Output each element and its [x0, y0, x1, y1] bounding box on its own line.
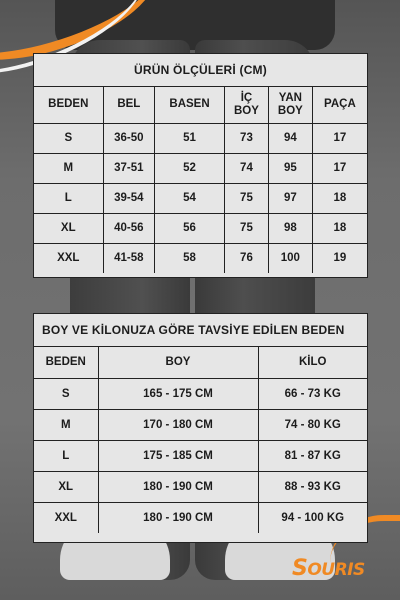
logo-initial: S — [292, 556, 308, 581]
size-table-cell: 100 — [268, 243, 312, 273]
size-table-header-cell: PAÇA — [312, 87, 367, 123]
size-table-cell: L — [34, 183, 103, 213]
fit-table-row — [34, 440, 367, 471]
size-table-row — [34, 243, 367, 273]
size-table-header-cell: İÇ BOY — [225, 87, 269, 123]
fit-table-cell: XXL — [34, 502, 98, 533]
fit-table-header-cell: BOY — [98, 347, 258, 378]
size-table-cell: XL — [34, 213, 103, 243]
souris-logo — [292, 556, 365, 581]
size-table-row — [34, 213, 367, 243]
size-table-cell: XXL — [34, 243, 103, 273]
fit-table-header-row — [34, 347, 367, 378]
fit-table-row — [34, 378, 367, 409]
size-table-cell: 18 — [312, 213, 367, 243]
fit-table-cell: 81 - 87 KG — [258, 440, 367, 471]
size-table-title: ÜRÜN ÖLÇÜLERİ (CM) — [34, 54, 367, 87]
fit-table-row — [34, 502, 367, 533]
recommended-size-table — [34, 347, 367, 533]
fit-table-cell: S — [34, 378, 98, 409]
size-table-cell: 97 — [268, 183, 312, 213]
fit-table-cell: XL — [34, 471, 98, 502]
size-table-cell: 51 — [155, 123, 225, 153]
size-table-cell: 74 — [225, 153, 269, 183]
size-table-cell: M — [34, 153, 103, 183]
size-table-cell: 75 — [225, 183, 269, 213]
size-table-cell: 36-50 — [103, 123, 155, 153]
size-table-cell: S — [34, 123, 103, 153]
size-table-cell: 19 — [312, 243, 367, 273]
fit-table-cell: 165 - 175 CM — [98, 378, 258, 409]
size-table-row — [34, 183, 367, 213]
fit-table-cell: 170 - 180 CM — [98, 409, 258, 440]
size-measurements-panel — [33, 53, 368, 278]
size-table-cell: 41-58 — [103, 243, 155, 273]
fit-table-cell: 175 - 185 CM — [98, 440, 258, 471]
fit-table-cell: 74 - 80 KG — [258, 409, 367, 440]
size-table-header-row — [34, 87, 367, 123]
fit-table-row — [34, 471, 367, 502]
fit-table-cell: M — [34, 409, 98, 440]
size-table-cell: 40-56 — [103, 213, 155, 243]
size-table-cell: 56 — [155, 213, 225, 243]
fit-table-cell: 94 - 100 KG — [258, 502, 367, 533]
fit-table-cell: 88 - 93 KG — [258, 471, 367, 502]
size-table-row — [34, 123, 367, 153]
size-table-row — [34, 153, 367, 183]
fit-table-header-cell: KİLO — [258, 347, 367, 378]
size-table-cell: 73 — [225, 123, 269, 153]
size-table-cell: 98 — [268, 213, 312, 243]
size-table-cell: 18 — [312, 183, 367, 213]
size-table-header-cell: BEL — [103, 87, 155, 123]
size-table-cell: 39-54 — [103, 183, 155, 213]
fit-table-cell: 66 - 73 KG — [258, 378, 367, 409]
size-table-header-cell: BEDEN — [34, 87, 103, 123]
logo-rest: OURIS — [307, 560, 365, 580]
size-table-cell: 37-51 — [103, 153, 155, 183]
fit-table-cell: 180 - 190 CM — [98, 471, 258, 502]
fit-table-title: BOY VE KİLONUZA GÖRE TAVSİYE EDİLEN BEDEN — [34, 314, 367, 347]
size-table-cell: 76 — [225, 243, 269, 273]
size-table-cell: 52 — [155, 153, 225, 183]
size-table-cell: 94 — [268, 123, 312, 153]
size-table-cell: 75 — [225, 213, 269, 243]
size-table-cell: 95 — [268, 153, 312, 183]
size-table-cell: 17 — [312, 153, 367, 183]
size-table-cell: 54 — [155, 183, 225, 213]
size-table-cell: 58 — [155, 243, 225, 273]
recommended-size-panel — [33, 313, 368, 543]
size-table-cell: 17 — [312, 123, 367, 153]
fit-table-header-cell: BEDEN — [34, 347, 98, 378]
fit-table-row — [34, 409, 367, 440]
size-table-header-cell: YAN BOY — [268, 87, 312, 123]
size-measurements-table — [34, 87, 367, 273]
fit-table-cell: L — [34, 440, 98, 471]
size-table-header-cell: BASEN — [155, 87, 225, 123]
fit-table-cell: 180 - 190 CM — [98, 502, 258, 533]
